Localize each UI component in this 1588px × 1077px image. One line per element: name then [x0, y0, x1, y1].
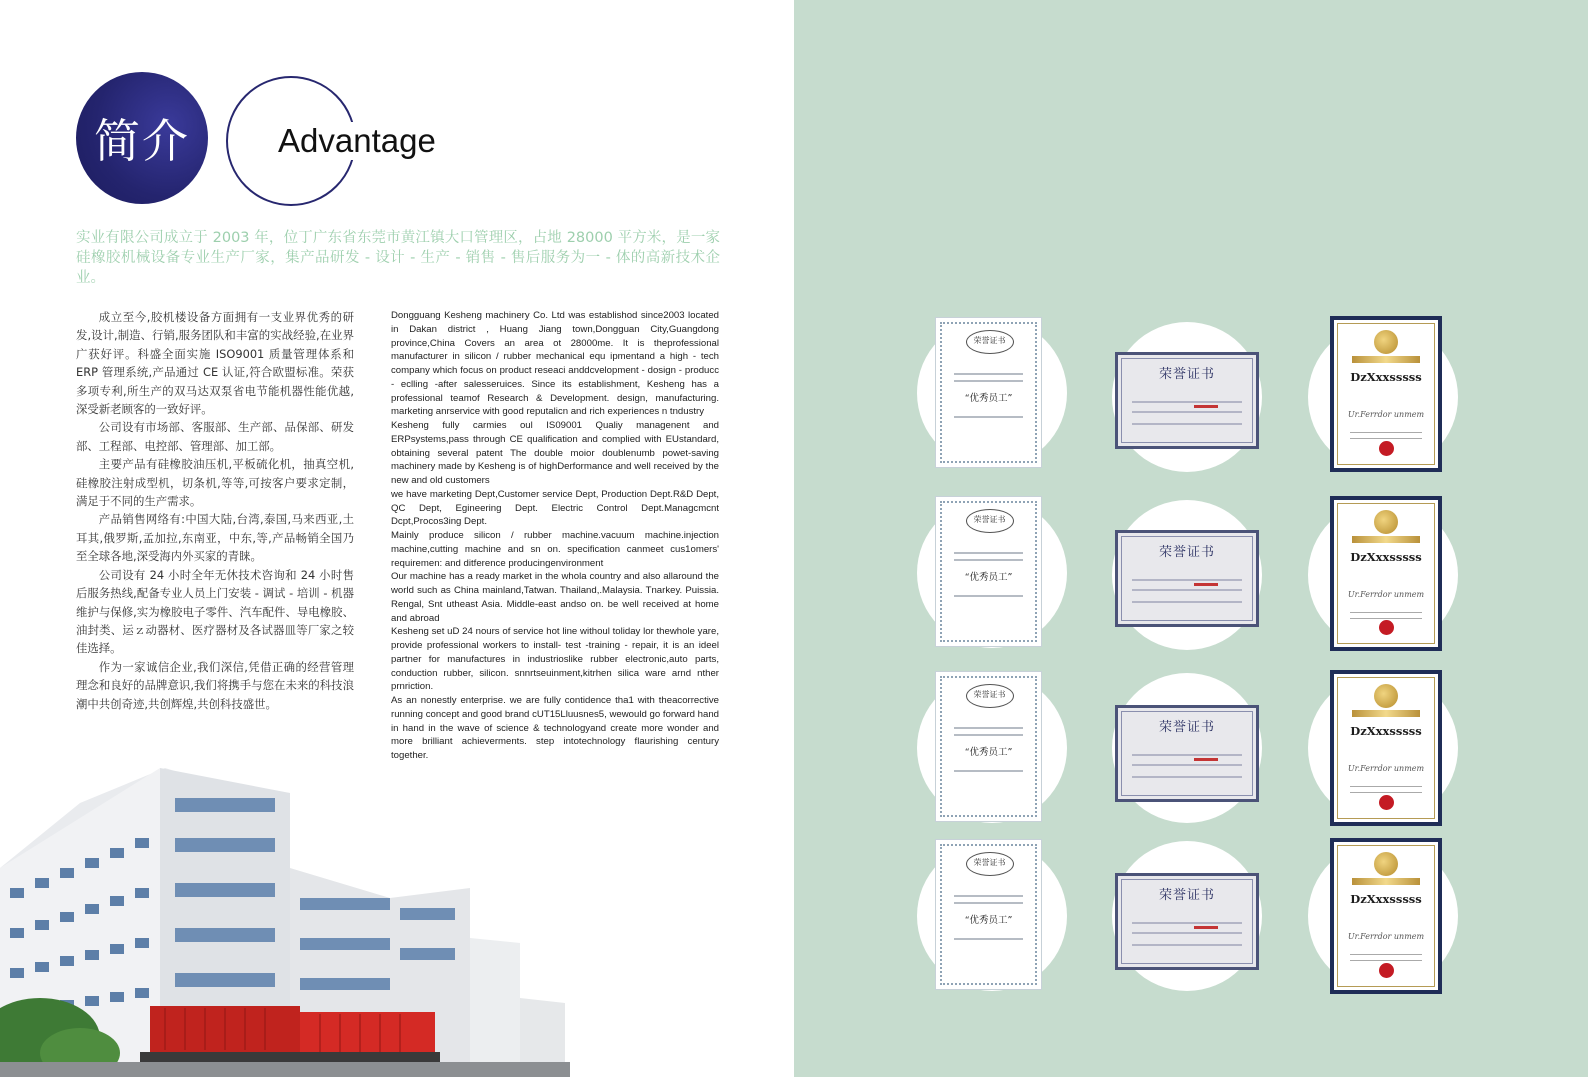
certificate-honor: [1115, 530, 1259, 627]
cert-line: [954, 416, 1023, 418]
gold-emblem-icon: [1374, 684, 1398, 708]
cert-line: [1350, 612, 1422, 613]
cert-line: [1350, 792, 1422, 793]
gold-emblem-icon: [1374, 330, 1398, 354]
cert-line: [954, 938, 1023, 940]
cert-red-mark: [1194, 405, 1218, 408]
certificate-gold: [1330, 316, 1442, 472]
certificate-employee: [935, 839, 1042, 990]
gold-ribbon: [1352, 356, 1420, 363]
cert-badge: 荣誉证书: [966, 330, 1014, 354]
gold-ribbon: [1352, 710, 1420, 717]
intro-text: 实业有限公司成立于 2003 年，位丁广东省东莞市黄江镇大口管理区，占地 28000 平方米，是一家硅橡胶机械设备专业生产厂家，集产品研发 - 设计 - 生产 - 销售 - 售后服务为一 - 体的高新技术企业。: [76, 230, 720, 286]
cn-paragraph: 成立至今,胶机楼设备方面拥有一支业界优秀的研发,设计,制造、行销,服务团队和丰富的实战经验,在业界广获好评。科盛全面实施 ISO9001 质量管理体系和 ERP 管理系统,产品通过 CE 认证,符合欧盟标准。荣获多项专利,所生产的双马达双泵省电节能机器性能优越,深受新老顾客的一致好评。: [76, 310, 354, 417]
cert-name: DzXxxsssss: [1350, 724, 1422, 738]
cert-red-mark: [1194, 758, 1218, 761]
cn-paragraph: 主要产品有硅橡胶油压机,平板硫化机，抽真空机,硅橡胶注射成型机，切条机,等等,可按客户要求定制，满足于不同的生产需求。: [76, 457, 354, 509]
cert-award-text: “优秀员工”: [964, 747, 1013, 758]
cert-red-mark: [1194, 926, 1218, 929]
cert-line: [954, 734, 1023, 736]
cert-line: [1132, 401, 1242, 403]
cert-line: [1350, 960, 1422, 961]
cert-title: 荣誉证书: [1158, 720, 1215, 735]
cert-award-text: “优秀员工”: [964, 393, 1013, 404]
cert-title: 荣誉证书: [1158, 367, 1215, 382]
title-en: Advantage: [278, 122, 436, 159]
cert-award-text: “优秀员工”: [964, 572, 1013, 583]
cn-paragraph: 作为一家诚信企业,我们深信,凭借正确的经营管理理念和良好的品牌意识,我们将携手与您在未来的科技浪潮中共创奇迹,共创辉煌,共创科技盛世。: [76, 659, 354, 711]
cert-signature: Ur.Ferrdor unmem: [1347, 932, 1425, 941]
title-cn: 简介: [94, 114, 190, 168]
chinese-body: [76, 308, 354, 713]
cert-signature: Ur.Ferrdor unmem: [1347, 410, 1425, 419]
cert-line: [1132, 411, 1242, 413]
cert-name: DzXxxsssss: [1350, 892, 1422, 906]
gold-ribbon: [1352, 878, 1420, 885]
cert-line: [954, 559, 1023, 561]
cert-line: [1350, 432, 1422, 433]
cert-signature: Ur.Ferrdor unmem: [1347, 590, 1425, 599]
cert-line: [954, 895, 1023, 897]
gold-ribbon: [1352, 536, 1420, 543]
en-paragraph: Kesheng set uD 24 nours of service hot line withoul toliday lor thewhole yare, provide professional workers to install- test -training - repair, it is an ideel partner for manufactures in industrioslike rubber electronic,auto parts, conduction rubber, silicon. snnrtseuinment,kitrhen silica ware arnd nther prnriction.: [391, 626, 719, 693]
cert-line: [1132, 589, 1242, 591]
cert-line: [1132, 579, 1242, 581]
cert-line: [1350, 954, 1422, 955]
cn-paragraph: 公司设有市场部、客服部、生产部、品保部、研发部、工程部、电控部、管理部、加工部。: [76, 420, 354, 453]
wax-seal-icon: [1379, 620, 1394, 635]
cert-line: [1132, 776, 1242, 778]
cert-red-mark: [1194, 583, 1218, 586]
certificate-gold: [1330, 496, 1442, 651]
cert-line: [1132, 932, 1242, 934]
gold-emblem-icon: [1374, 510, 1398, 534]
cert-line: [1132, 754, 1242, 756]
cert-line: [1132, 922, 1242, 924]
cert-line: [1350, 438, 1422, 439]
wax-seal-icon: [1379, 441, 1394, 456]
cert-line: [1132, 601, 1242, 603]
en-paragraph: Dongguang Kesheng machinery Co. Ltd was establishod since2003 located in Dakan district , Huang Jiang town,Dongguan City,Guangdong province,China Covers an area ot 28000me. It is theprofessional manufacturer in silicon / rubber mechanical equ ipmentand a high - tech company which focus on product reseaci anddcvelopment - dosign - producc - eclling -after salesseruices. Since its establishment, Kesheng has a professional teamof Research & Development. design, manufacturing. marketing anrservice with good reputalicn and rich experiences n tndustry: [391, 310, 719, 418]
gold-emblem-icon: [1374, 852, 1398, 876]
certificate-gold: [1330, 838, 1442, 994]
certificate-employee: [935, 317, 1042, 468]
cert-badge: 荣誉证书: [966, 509, 1014, 533]
cert-line: [954, 727, 1023, 729]
cert-name: DzXxxsssss: [1350, 550, 1422, 564]
en-paragraph: we have marketing Dept,Customer service Dept, Production Dept.R&D Dept, QC Dept, Egineering Dept. Electric Control Dept.Managcmcnt Dcpt,Procos3ing Dept.: [391, 488, 719, 528]
cert-line: [954, 380, 1023, 382]
cert-line: [1132, 764, 1242, 766]
right-page: [794, 0, 1588, 1077]
cert-line: [954, 552, 1023, 554]
cert-line: [1350, 786, 1422, 787]
cert-line: [1132, 944, 1242, 946]
cert-award-text: “优秀员工”: [964, 915, 1013, 926]
en-paragraph: Kesheng fully carmies oul IS09001 Qualiy managenent and ERPsystems,pass through CE qualification and complied with EUstandard, obtaining several patent The double moior doublenumb powet-saving machinery made by Kesheng is of highDerformance and well received by the new and old customers: [391, 420, 719, 486]
certificate-gold: [1330, 670, 1442, 826]
cert-badge: 荣誉证书: [966, 684, 1014, 708]
cert-title: 荣誉证书: [1158, 888, 1215, 903]
en-paragraph: Our machine has a ready market in the whola country and also allaround the world such as China mainland,Tatwan. Thailand,.Malaysia. Tnarkey. Puissia. Rengal, Snt utheast Asia. Middle-east andso on. be well received at home and abroad: [391, 571, 719, 624]
cert-line: [954, 373, 1023, 375]
english-body: [391, 309, 719, 763]
cert-title: 荣誉证书: [1158, 545, 1215, 560]
cert-line: [954, 770, 1023, 772]
cert-line: [1132, 423, 1242, 425]
factory-building-photo: [0, 768, 570, 1077]
title-badge: [76, 72, 208, 204]
certificate-honor: [1115, 352, 1259, 449]
cert-line: [954, 902, 1023, 904]
certificate-employee: [935, 671, 1042, 822]
cert-badge: 荣誉证书: [966, 852, 1014, 876]
certificate-honor: [1115, 873, 1259, 970]
en-paragraph: As an nonestly enterprise. we are fully contidence tha1 with theacorrective running concept and good brand cUT15Lluusnes5, wewould go forward hand in hand in the wave of science & technologyand create more wonder and more brilliant achieverments. step intotechnology flaurishing century together.: [391, 695, 719, 761]
cn-paragraph: 公司设有 24 小时全年无休技术咨询和 24 小时售后服务热线,配备专业人员上门安装 - 调试 - 培训 - 机器维护与保修,实为橡胶电子零件、汽车配件、导电橡胶、油封类、运ｚ动器材、医疗器材及各试器皿等厂家之较佳选择。: [76, 567, 354, 656]
cert-line: [954, 595, 1023, 597]
cert-name: DzXxxsssss: [1350, 370, 1422, 384]
certificate-employee: [935, 496, 1042, 647]
cert-signature: Ur.Ferrdor unmem: [1347, 764, 1425, 773]
wax-seal-icon: [1379, 963, 1394, 978]
certificate-honor: [1115, 705, 1259, 802]
wax-seal-icon: [1379, 795, 1394, 810]
cn-paragraph: 产品销售网络有:中国大陆,台湾,泰国,马来西亚,土耳其,俄罗斯,孟加拉,东南亚，中东,等,产品畅销全国乃至全球各地,深受海内外买家的青睐。: [76, 512, 354, 564]
en-paragraph: Mainly produce silicon / rubber machine.vacuum machine.injection machine,cutting machine and sn on. specification canmeet cus1omers' requiremen: and ditference producingenvironment: [391, 530, 719, 569]
cert-line: [1350, 618, 1422, 619]
